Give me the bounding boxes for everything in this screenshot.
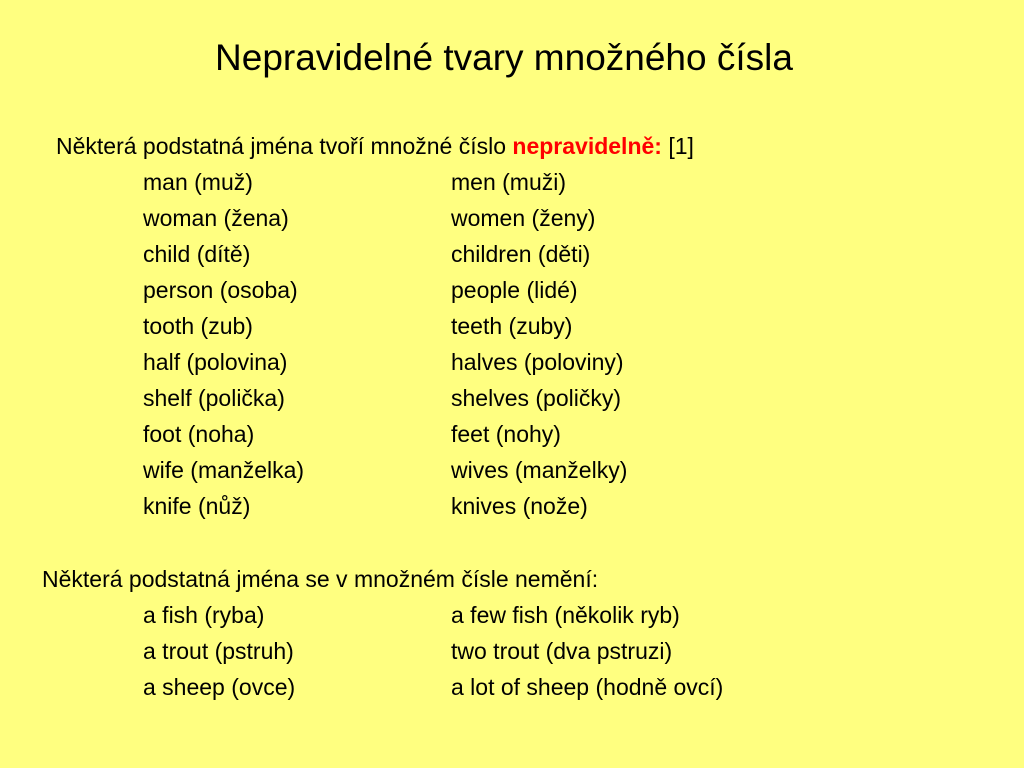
plural-form: two trout (dva pstruzi) xyxy=(451,638,673,664)
singular-form: half (polovina) xyxy=(143,349,288,375)
unchanged-intro: Některá podstatná jména se v množném čísle nemění: xyxy=(42,566,599,592)
singular-form: woman (žena) xyxy=(143,205,289,231)
plural-form: people (lidé) xyxy=(451,277,578,303)
plural-form: halves (poloviny) xyxy=(451,349,624,375)
plural-form: wives (manželky) xyxy=(451,457,628,483)
plural-form: women (ženy) xyxy=(451,205,596,231)
singular-form: foot (noha) xyxy=(143,421,255,447)
singular-form: man (muž) xyxy=(143,169,253,195)
plural-form: a few fish (několik ryb) xyxy=(451,602,680,628)
singular-form: wife (manželka) xyxy=(143,457,305,483)
plural-form: teeth (zuby) xyxy=(451,313,573,339)
plural-form: knives (nože) xyxy=(451,493,588,519)
plural-form: shelves (poličky) xyxy=(451,385,621,411)
plural-form: children (děti) xyxy=(451,241,591,267)
plural-form: feet (nohy) xyxy=(451,421,561,447)
singular-form: a sheep (ovce) xyxy=(143,674,296,700)
singular-form: a fish (ryba) xyxy=(143,602,265,628)
irregular-intro-text: Některá podstatná jména tvoří množné číslo xyxy=(56,133,513,159)
singular-form: person (osoba) xyxy=(143,277,298,303)
singular-form: a trout (pstruh) xyxy=(143,638,294,664)
slide-title: Nepravidelné tvary množného čísla xyxy=(215,37,793,78)
irregular-intro xyxy=(56,128,694,164)
singular-form: shelf (polička) xyxy=(143,385,285,411)
singular-form: knife (nůž) xyxy=(143,493,251,519)
singular-form: child (dítě) xyxy=(143,241,251,267)
plural-form: a lot of sheep (hodně ovcí) xyxy=(451,674,724,700)
plural-form: men (muži) xyxy=(451,169,567,195)
singular-form: tooth (zub) xyxy=(143,313,253,339)
reference-mark: [1] xyxy=(661,133,694,159)
irregular-highlight: nepravidelně: xyxy=(512,133,662,159)
